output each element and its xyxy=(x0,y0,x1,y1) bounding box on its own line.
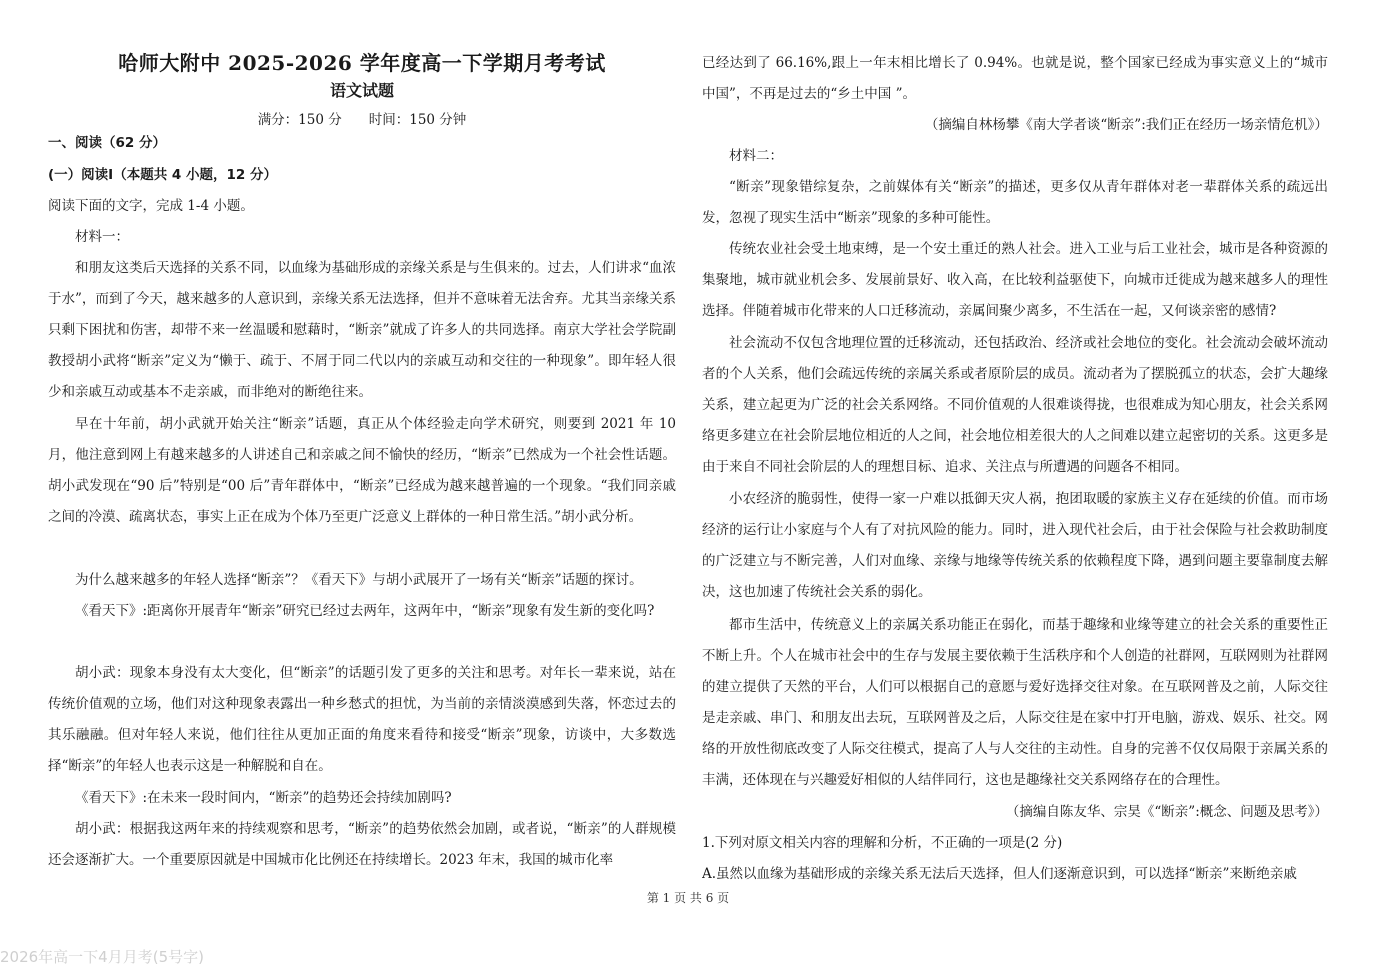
question-stem: 1.下列对原文相关内容的理解和分析，不正确的一项是(2 分) xyxy=(702,835,1063,851)
paragraph: 胡小武：根据我这两年来的持续观察和思考，“断亲”的趋势依然会加剧，或者说，“断亲”的人群规模还会逐渐扩大。一个重要原因就是中国城市化比例还在持续增长。2023 年末，我国的城市化率 xyxy=(48,821,676,869)
paragraph: 胡小武：现象本身没有太大变化，但“断亲”的话题引发了更多的关注和思考。对年长一辈来说，站在传统价值观的立场，他们对这种现象表露出一种乡愁式的担忧，为当前的亲情淡漠感到失落，怀恋过去的其乐融融。但对年轻人来说，他们往往从更加正面的角度来看待和接受“断亲”现象，访谈中，大多数选择“断亲”的年轻人也表示这是一种解脱和自在。 xyxy=(48,665,676,775)
exam-meta: 满分：150 分 时间：150 分钟 xyxy=(257,112,467,128)
material-label: 材料二： xyxy=(729,148,783,164)
page-footer: 第 1 页 共 6 页 xyxy=(646,891,730,905)
paragraph: 都市生活中，传统意义上的亲属关系功能正在弱化，而基于趣缘和业缘等建立的社会关系的重要性正不断上升。个人在城市社会中的生存与发展主要依赖于生活秩序和个人创造的社群网，互联网则为社群网的建立提供了天然的平台，人们可以根据自己的意愿与爱好选择交往对象。在互联网普及之前，人际交往是走亲戚、串门、和朋友出去玩，互联网普及之后，人际交往是在家中打开电脑，游戏、娱乐、社交。网络的开放性彻底改变了人际交往模式，提高了人与人交往的主动性。自身的完善不仅仅局限于亲属关系的丰满，还体现在与兴趣爱好相似的人结伴同行，这也是趣缘社交关系网络存在的合理性。 xyxy=(702,617,1328,789)
instruction: 阅读下面的文字，完成 1-4 小题。 xyxy=(48,198,254,214)
paragraph: 为什么越来越多的年轻人选择“断亲”？《看天下》与胡小武展开了一场有关“断亲”话题的探讨。 xyxy=(75,572,643,588)
exam-subtitle: 语文试题 xyxy=(329,81,394,100)
source-citation: （摘编自陈友华、宗昊《“断亲”:概念、问题及思考》） xyxy=(1005,804,1328,820)
paragraph: 《看天下》:距离你开展青年“断亲”研究已经过去两年，这两年中，“断亲”现象有发生新的变化吗? xyxy=(75,603,655,619)
exam-title: 哈师大附中 2025-2026 学年度高一下学期月考考试 xyxy=(118,51,606,75)
section-heading: 一、阅读（62 分） xyxy=(48,135,166,151)
paragraph: 和朋友这类后天选择的关系不同，以血缘为基础形成的亲缘关系是与生俱来的。过去，人们讲求“血浓于水”，而到了今天，越来越多的人意识到，亲缘关系无法选择，但并不意味着无法舍弃。尤其当亲缘关系只剩下困扰和伤害，却带不来一丝温暖和慰藉时，“断亲”就成了许多人的共同选择。南京大学社会学院副教授胡小武将“断亲”定义为“懒于、疏于、不屑于同二代以内的亲戚互动和交往的一种现象”。即年轻人很少和亲戚互动或基本不走亲戚，而非绝对的断绝往来。 xyxy=(48,260,676,401)
subsection-heading: (一）阅读Ⅰ（本题共 4 小题，12 分） xyxy=(48,167,277,183)
source-citation: （摘编自林杨攀《南大学者谈“断亲”:我们正在经历一场亲情危机》） xyxy=(924,117,1328,133)
paragraph: 传统农业社会受土地束缚，是一个安土重迁的熟人社会。进入工业与后工业社会，城市是各种资源的集聚地，城市就业机会多、发展前景好、收入高，在比较利益驱使下，向城市迁徙成为越来越多人的理性选择。伴随着城市化带来的人口迁移流动，亲属间聚少离多，不生活在一起，又何谈亲密的感情? xyxy=(702,241,1328,320)
paragraph: 《看天下》:在未来一段时间内，“断亲”的趋势还会持续加剧吗? xyxy=(75,790,452,806)
paragraph: 小农经济的脆弱性，使得一家一户难以抵御天灾人祸，抱团取暖的家族主义存在延续的价值。而市场经济的运行让小家庭与个人有了对抗风险的能力。同时，进入现代社会后，由于社会保险与社会救助制度的广泛建立与不断完善，人们对血缘、亲缘与地缘等传统关系的依赖程度下降，遇到问题主要靠制度去解决，这也加速了传统社会关系的弱化。 xyxy=(702,491,1328,601)
paragraph: “断亲”现象错综复杂，之前媒体有关“断亲”的描述，更多仅从青年群体对老一辈群体关系的疏远出发，忽视了现实生活中“断亲”现象的多种可能性。 xyxy=(702,179,1328,227)
paragraph: 早在十年前，胡小武就开始关注“断亲”话题，真正从个体经验走向学术研究，则要到 2021 年 10 月，他注意到网上有越来越多的人讲述自己和亲戚之间不愉快的经历，“断亲”已然成为一个社会性话题。胡小武发现在“90 后”特别是“00 后”青年群体中，“断亲”已经成为越来越普遍的一个现象。“我们同亲戚之间的冷漠、疏离状态，事实上正在成为个体乃至更广泛意义上群体的一种日常生活。”胡小武分析。 xyxy=(48,416,676,526)
watermark: 2026年高一下4月月考(5号字) xyxy=(0,948,204,966)
answer-option-a: A.虽然以血缘为基础形成的亲缘关系无法后天选择，但人们逐渐意识到，可以选择“断亲”来断绝亲戚 xyxy=(702,866,1297,882)
material-label: 材料一： xyxy=(75,229,129,245)
paragraph-continuation: 已经达到了 66.16%,跟上一年末相比增长了 0.94%。也就是说，整个国家已经成为事实意义上的“城市中国”，不再是过去的“乡土中国 ”。 xyxy=(702,55,1328,103)
paragraph: 社会流动不仅包含地理位置的迁移流动，还包括政治、经济或社会地位的变化。社会流动会破坏流动者的个人关系，他们会疏远传统的亲属关系或者原阶层的成员。流动者为了摆脱孤立的状态，会扩大趣缘关系，建立起更为广泛的社会关系网络。不同价值观的人很难谈得拢，也很难成为知心朋友，社会关系网络更多建立在社会阶层地位相近的人之间，社会地位相差很大的人之间难以建立起密切的关系。这更多是由于来自不同社会阶层的人的理想目标、追求、关注点与所遭遇的问题各不相同。 xyxy=(702,335,1328,476)
